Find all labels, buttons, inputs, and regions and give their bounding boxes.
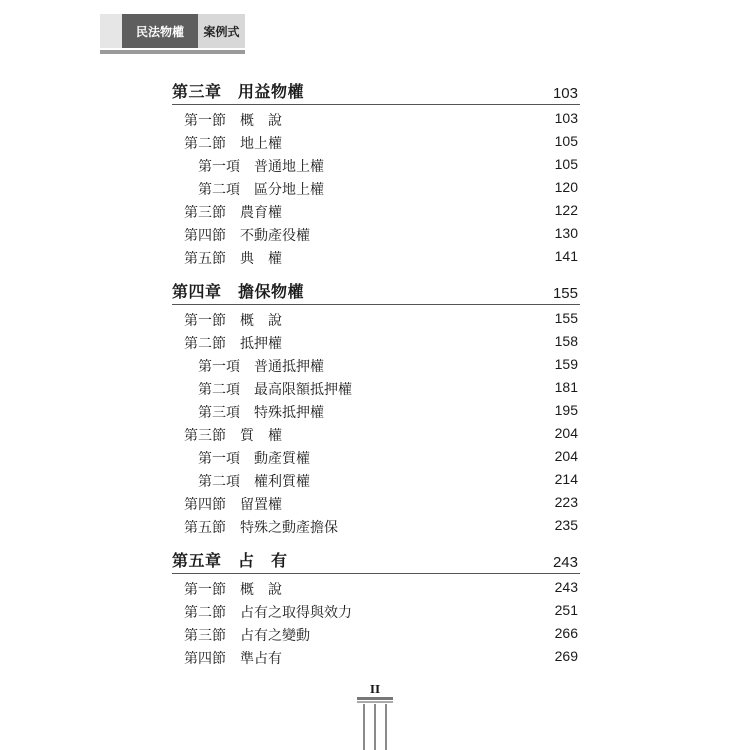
entry-label: 第一項 動產質權 [198,451,310,467]
entry-label: 第三節 質 權 [184,428,282,444]
toc-section-entry[interactable] [172,245,580,268]
entry-label: 第四節 留置權 [184,497,282,513]
toc-section-entry[interactable] [172,199,580,222]
entry-page-number: 130 [554,225,578,241]
toc-section-entry[interactable] [172,514,580,537]
toc-section-entry[interactable] [172,330,580,353]
footer-decor-line [374,704,376,750]
page-number: II [369,682,381,696]
entry-label: 第一節 概 說 [184,313,282,329]
toc-item-entry[interactable] [172,153,580,176]
entry-page-number: 223 [554,494,578,510]
toc-item-entry[interactable] [172,468,580,491]
footer-decor-line [363,704,365,750]
entry-page-number: 105 [554,156,578,172]
entry-label: 第二項 權利質權 [198,474,310,490]
header-book-title: 民法物權 [122,14,198,48]
chapter-title: 第四章 擔保物權 [172,282,305,301]
toc-item-entry[interactable] [172,399,580,422]
entry-page-number: 195 [554,402,578,418]
toc-item-entry[interactable] [172,445,580,468]
entry-label: 第五節 典 權 [184,251,282,267]
page-footer [357,682,393,750]
chapter-heading[interactable] [172,547,580,574]
header-rule [100,50,245,54]
entry-label: 第一項 普通抵押權 [198,359,324,375]
entry-label: 第一項 普通地上權 [198,159,324,175]
toc-section-entry[interactable] [172,107,580,130]
entry-page-number: 120 [554,179,578,195]
footer-rule-thin [357,701,393,703]
entry-label: 第三項 特殊抵押權 [198,405,324,421]
chapter-page-number: 155 [552,285,578,302]
entry-page-number: 141 [554,248,578,264]
entry-page-number: 235 [554,517,578,533]
footer-rule [357,697,393,700]
entry-page-number: 251 [554,602,578,618]
entry-page-number: 243 [554,579,578,595]
chapter-page-number: 103 [552,85,578,102]
toc-section-entry[interactable] [172,222,580,245]
header-book-subtitle: 案例式 [198,14,245,48]
chapter-heading[interactable] [172,278,580,305]
entry-label: 第二項 最高限額抵押權 [198,382,352,398]
entry-label: 第四節 不動產役權 [184,228,310,244]
entry-page-number: 204 [554,425,578,441]
entry-page-number: 122 [554,202,578,218]
table-of-contents [172,78,580,668]
entry-page-number: 103 [554,110,578,126]
entry-page-number: 158 [554,333,578,349]
toc-section-entry[interactable] [172,599,580,622]
entry-label: 第一節 概 說 [184,113,282,129]
footer-decor-line [385,704,387,750]
chapter-title: 第三章 用益物權 [172,82,305,101]
entry-page-number: 266 [554,625,578,641]
chapter-page-number: 243 [552,554,578,571]
entry-label: 第三節 農育權 [184,205,282,221]
toc-section-entry[interactable] [172,491,580,514]
chapter-spacer [172,537,580,547]
entry-page-number: 204 [554,448,578,464]
toc-section-entry[interactable] [172,576,580,599]
entry-label: 第一節 概 說 [184,582,282,598]
entry-label: 第二項 區分地上權 [198,182,324,198]
toc-item-entry[interactable] [172,176,580,199]
entry-label: 第二節 地上權 [184,136,282,152]
toc-section-entry[interactable] [172,130,580,153]
entry-label: 第二節 占有之取得與效力 [184,605,352,621]
toc-item-entry[interactable] [172,353,580,376]
entry-label: 第五節 特殊之動產擔保 [184,520,338,536]
header-shade [100,14,122,48]
entry-label: 第四節 準占有 [184,651,282,667]
entry-page-number: 214 [554,471,578,487]
chapter-title: 第五章 占 有 [172,551,288,570]
entry-page-number: 181 [554,379,578,395]
entry-page-number: 159 [554,356,578,372]
toc-item-entry[interactable] [172,376,580,399]
chapter-heading[interactable] [172,78,580,105]
toc-section-entry[interactable] [172,307,580,330]
entry-page-number: 269 [554,648,578,664]
toc-section-entry[interactable] [172,645,580,668]
entry-page-number: 155 [554,310,578,326]
running-header [100,14,245,50]
entry-label: 第三節 占有之變動 [184,628,310,644]
entry-label: 第二節 抵押權 [184,336,282,352]
chapter-spacer [172,268,580,278]
toc-section-entry[interactable] [172,422,580,445]
toc-section-entry[interactable] [172,622,580,645]
entry-page-number: 105 [554,133,578,149]
